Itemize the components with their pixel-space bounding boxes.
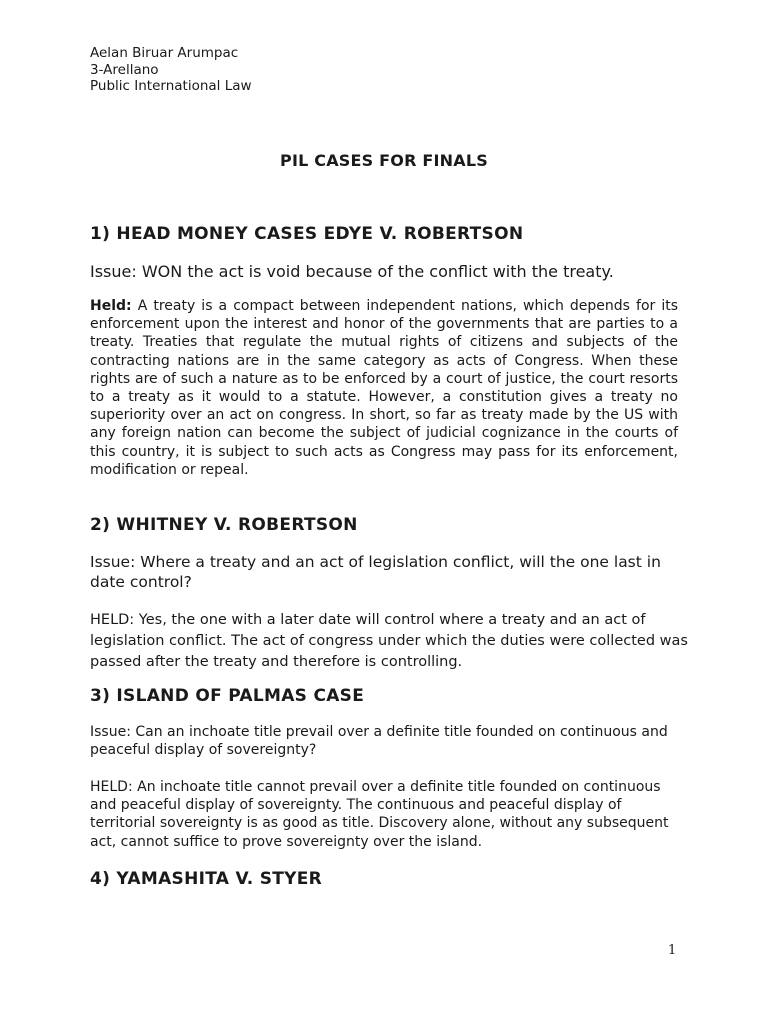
case-1-held-text: A treaty is a compact between independent nations, which depends for its enforcement upon the interest and honor of the governments that are parties to a treaty. Treaties that regulate the mutual rights of citizens and subjects of the contracting nations are in the same category as acts of Congress. When these rights are of such a nature as to be enforced by a court of justice, the court resorts to a treaty as it would to a statute. However, a constitution gives a treaty no superiority over an act on congress. In short, so far as treaty made by the US with any foreign nation can become the subject of judicial cognizance in the courts of this country, it is subject to such acts as Congress may pass for its enforcement, modification or repeal. — [90, 298, 678, 478]
case-2-issue: Issue: Where a treaty and an act of legislation conflict, will the one last in date control? — [90, 553, 661, 591]
page-number: 1 — [668, 943, 677, 958]
case-2-heading: 2) WHITNEY V. ROBERTSON — [90, 515, 358, 535]
case-1-held — [90, 297, 678, 479]
case-2-held: HELD: Yes, the one with a later date will control where a treaty and an act of legislation conflict. The act of congress under which the duties were collected was passed after the treaty and therefore is controlling. — [90, 612, 688, 670]
case-1-issue: Issue: WON the act is void because of the conflict with the treaty. — [90, 262, 614, 281]
case-4-heading: 4) YAMASHITA V. STYER — [90, 869, 323, 889]
document-header — [90, 45, 252, 95]
case-3-issue: Issue: Can an inchoate title prevail over a definite title founded on continuous and peaceful display of sovereignty? — [90, 724, 668, 759]
document-title: PIL CASES FOR FINALS — [280, 151, 488, 170]
case-3-heading: 3) ISLAND OF PALMAS CASE — [90, 686, 365, 706]
course-name: Public International Law — [90, 78, 252, 94]
case-1-held-label: Held: — [90, 298, 132, 314]
case-3-held: HELD: An inchoate title cannot prevail over a definite title founded on continuous and peaceful display of sovereignty. The continuous and peaceful display of territorial sovereignty is as good as title. Discovery alone, without any subsequent act, cannot suffice to prove sovereignty over the island. — [90, 779, 669, 850]
author-name: Aelan Biruar Arumpac — [90, 45, 239, 61]
case-1-heading: 1) HEAD MONEY CASES EDYE V. ROBERTSON — [90, 224, 524, 244]
class-section: 3-Arellano — [90, 61, 159, 78]
